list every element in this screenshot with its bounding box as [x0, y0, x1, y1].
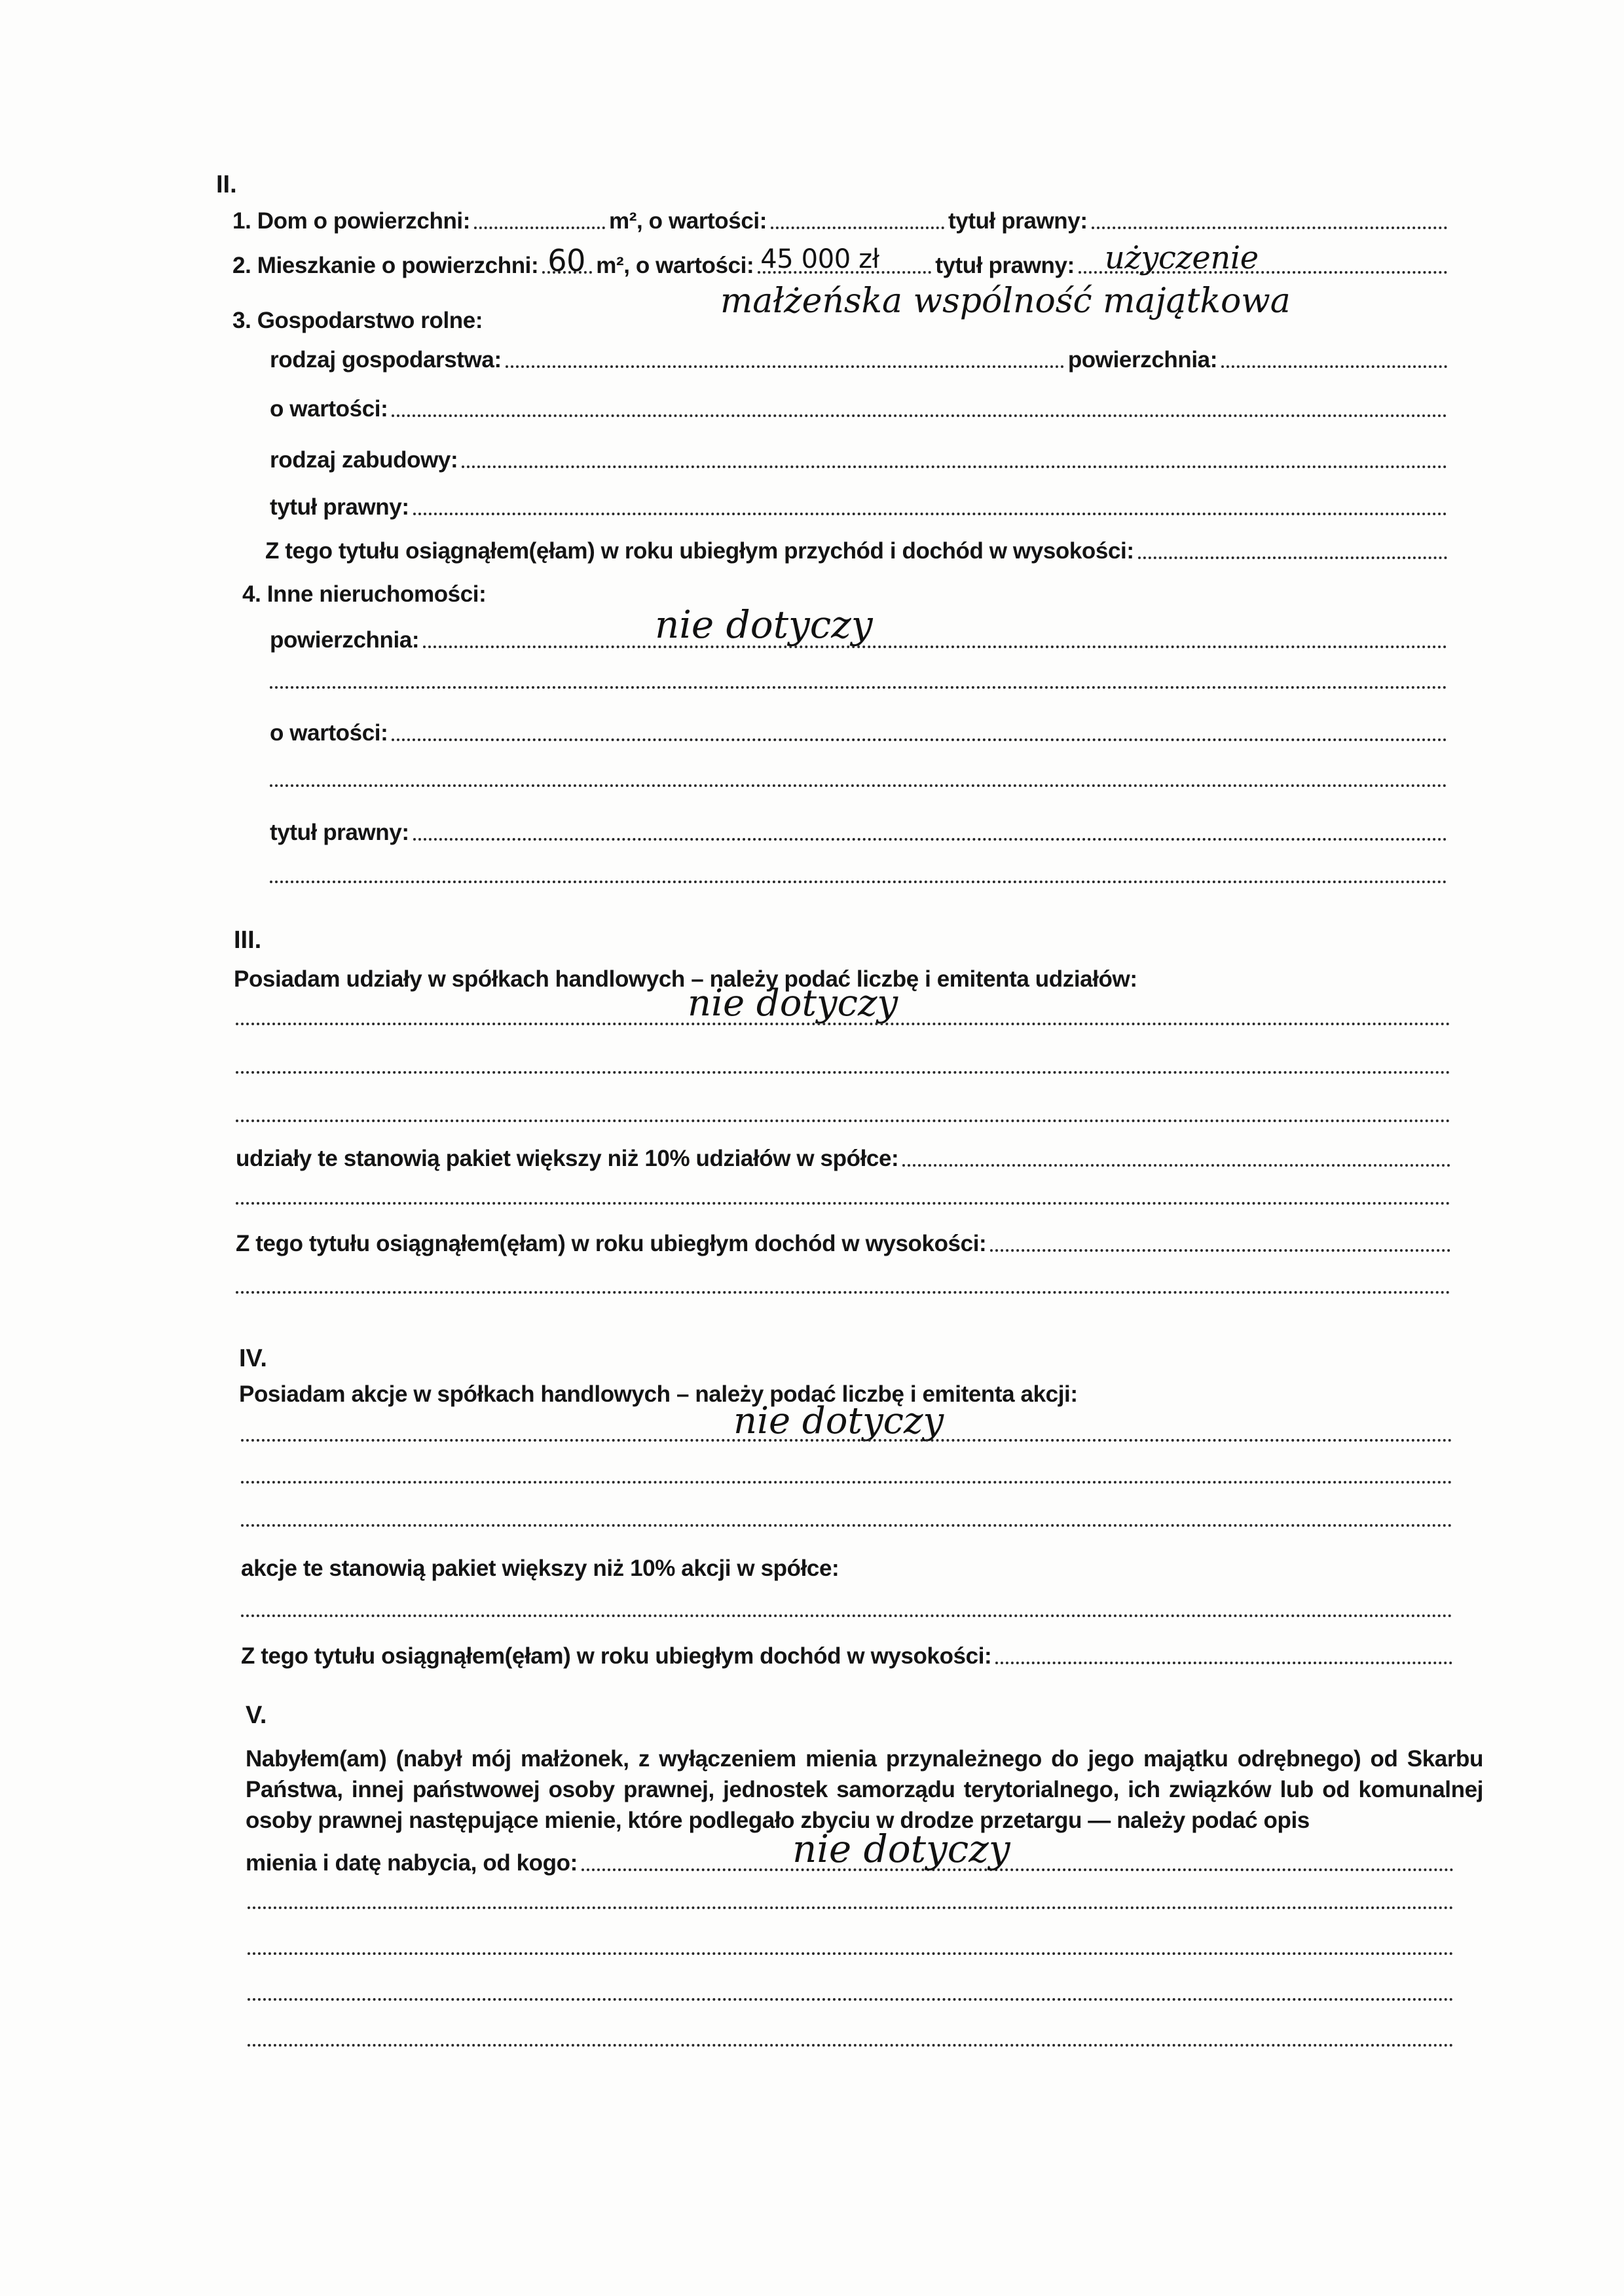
acquisition-line-2[interactable] — [248, 1952, 1454, 1955]
apartment-title-field[interactable] — [1079, 240, 1447, 276]
acquisition-paragraph: Nabyłem(am) (nabył mój małżonek, z wyłączeniem mienia przynależnego do jego majątku odrębnego) od Skarbu Państwa, innej państwowej osoby prawnej, jednostek samorządu terytorialnego, ich związków lub od komunalnej osoby prawnej następujące mienie, które podlegało zbyciu w drodze przetargu — należy podać opis — [246, 1746, 1483, 1833]
farm-area-field[interactable] — [1221, 365, 1447, 368]
farm-type-field[interactable] — [506, 365, 1064, 368]
acquisition-line-3[interactable] — [248, 1998, 1454, 2001]
stocks-income-label: Z tego tytułu osiągnąłem(ęłam) w roku ubiegłym dochód w wysokości: — [241, 1643, 992, 1669]
stocks-prompt: Posiadam akcje w spółkach handlowych – należy podać liczbę i emitenta akcji: — [239, 1381, 1078, 1407]
acquisition-field[interactable] — [581, 1868, 1454, 1871]
house-area-field[interactable] — [474, 227, 605, 229]
shares-income-row — [236, 1231, 1450, 1257]
other-value-extra-line[interactable] — [270, 784, 1447, 787]
farm-title-label: tytuł prawny: — [270, 494, 409, 520]
shares-income-field[interactable] — [990, 1249, 1450, 1252]
other-title-label: tytuł prawny: — [270, 820, 409, 845]
apartment-value-label: m², o wartości: — [596, 253, 754, 278]
farm-value-field[interactable] — [392, 414, 1447, 417]
section-iv-heading: IV. — [239, 1345, 267, 1372]
stocks-line-3[interactable] — [241, 1524, 1452, 1527]
other-area-extra-line[interactable] — [270, 686, 1447, 689]
apartment-value-field[interactable] — [758, 244, 931, 274]
shares-package-row — [236, 1146, 1450, 1172]
section-ii-heading: II. — [216, 171, 237, 198]
stocks-income-row — [241, 1643, 1452, 1669]
shares-line-1[interactable] — [236, 1023, 1450, 1025]
stocks-line-1[interactable] — [241, 1439, 1452, 1442]
other-title-field[interactable] — [413, 838, 1447, 841]
other-value-field[interactable] — [392, 738, 1447, 741]
farm-value-label: o wartości: — [270, 396, 388, 422]
farm-label: 3. Gospodarstwo rolne: — [232, 308, 483, 333]
house-value-label: m², o wartości: — [609, 208, 767, 234]
apartment-title-label: tytuł prawny: — [935, 253, 1075, 278]
apartment-area-field[interactable] — [542, 243, 592, 278]
shares-answer: nie dotyczy — [688, 982, 898, 1025]
other-area-label: powierzchnia: — [270, 627, 420, 653]
stocks-answer: nie dotyczy — [733, 1400, 944, 1442]
shares-income-extra-line[interactable] — [236, 1291, 1450, 1294]
acquisition-line-1[interactable] — [248, 1906, 1454, 1909]
farm-value-row — [270, 396, 1447, 422]
farm-income-field[interactable] — [1138, 556, 1447, 559]
shares-line-2[interactable] — [236, 1071, 1450, 1074]
farm-title-field[interactable] — [413, 513, 1447, 515]
farm-building-label: rodzaj zabudowy: — [270, 447, 458, 473]
house-title-field[interactable] — [1092, 227, 1447, 229]
farm-building-field[interactable] — [462, 465, 1447, 468]
acquisition-answer: nie dotyczy — [792, 1827, 1010, 1871]
stocks-income-field[interactable] — [995, 1662, 1452, 1664]
other-property-label: 4. Inne nieruchomości: — [242, 581, 487, 607]
apartment-area-label: 2. Mieszkanie o powierzchni: — [232, 253, 539, 278]
shares-package-field[interactable] — [902, 1164, 1450, 1167]
other-title-row — [270, 820, 1447, 846]
apartment-row — [232, 240, 1447, 279]
other-value-row — [270, 720, 1447, 746]
farm-title-row — [270, 494, 1447, 520]
section-v-heading: V. — [246, 1702, 267, 1729]
shares-line-3[interactable] — [236, 1120, 1450, 1122]
house-area-label: 1. Dom o powierzchni: — [232, 208, 471, 234]
other-value-label: o wartości: — [270, 720, 388, 746]
shares-income-label: Z tego tytułu osiągnąłem(ęłam) w roku ubiegłym dochód w wysokości: — [236, 1231, 987, 1256]
stocks-package-field[interactable] — [241, 1614, 1452, 1617]
farm-type-label: rodzaj gospodarstwa: — [270, 347, 502, 373]
stocks-package-label: akcje te stanowią pakiet większy niż 10% akcji w spółce: — [241, 1556, 840, 1581]
shares-prompt: Posiadam udziały w spółkach handlowych – należy podać liczbę i emitenta udziałów: — [234, 966, 1137, 992]
other-title-extra-line[interactable] — [270, 881, 1447, 883]
other-area-field[interactable] — [423, 646, 1447, 648]
farm-income-row — [265, 538, 1447, 564]
house-row — [232, 208, 1447, 234]
house-title-label: tytuł prawny: — [948, 208, 1088, 234]
apartment-value-value: 45 000 zł — [760, 244, 879, 274]
farm-building-row — [270, 447, 1447, 473]
apartment-title-value: użyczenie — [1104, 240, 1259, 276]
farm-income-label: Z tego tytułu osiągnąłem(ęłam) w roku ubiegłym przychód i dochód w wysokości: — [265, 538, 1134, 564]
shares-package-label: udziały te stanowią pakiet większy niż 10% udziałów w spółce: — [236, 1146, 899, 1171]
house-value-field[interactable] — [771, 227, 944, 229]
acquisition-line-4[interactable] — [248, 2044, 1454, 2047]
apartment-title-continuation: małżeńska wspólność majątkowa — [720, 282, 1291, 321]
other-property-answer: nie dotyczy — [655, 602, 873, 647]
acquisition-label: mienia i datę nabycia, od kogo: — [246, 1850, 578, 1876]
section-iii-heading: III. — [234, 926, 262, 954]
farm-type-row — [270, 347, 1447, 373]
farm-area-label: powierzchnia: — [1067, 347, 1217, 373]
shares-package-extra-line[interactable] — [236, 1202, 1450, 1205]
apartment-area-value: 60 — [547, 243, 585, 278]
stocks-line-2[interactable] — [241, 1481, 1452, 1484]
